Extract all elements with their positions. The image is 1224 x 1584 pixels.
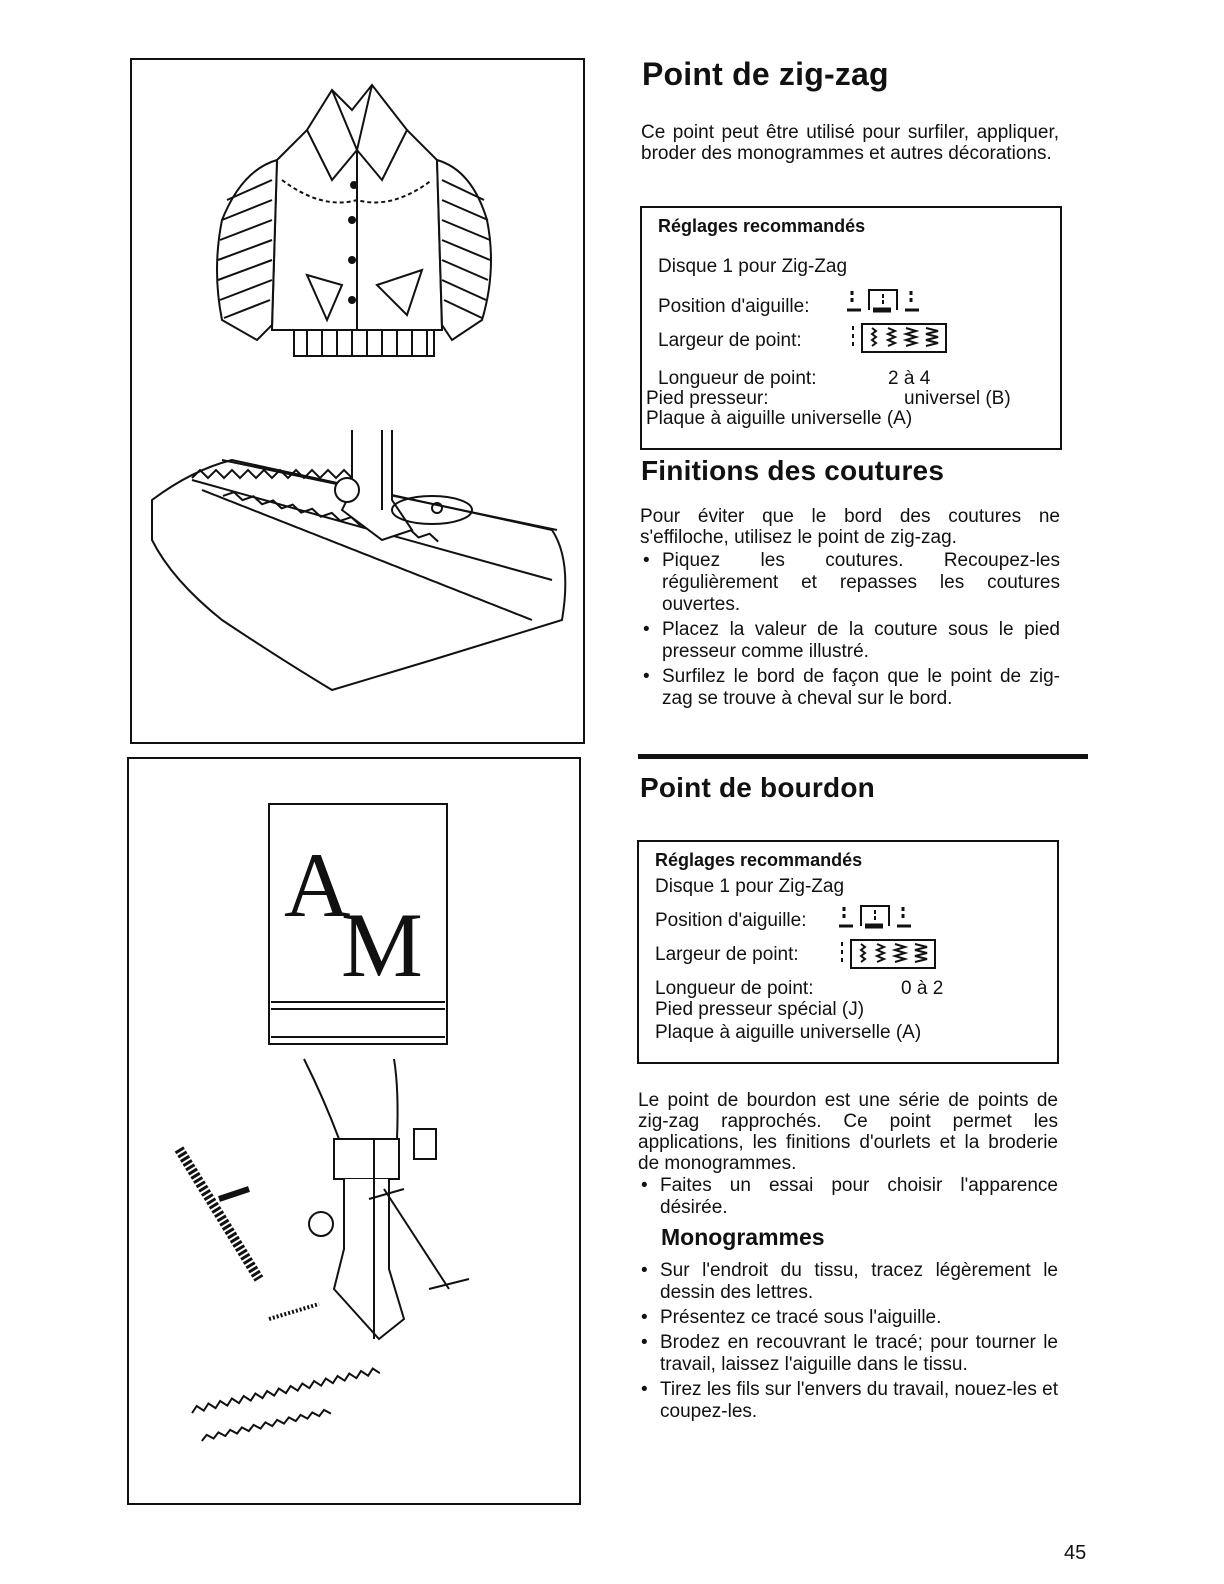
satin-intro: Le point de bourdon est une série de points de zig-zag rapprochés. Ce point permet les applications, les finitions d'ourlets et la broderie de monogrammes. — [638, 1090, 1058, 1174]
settings-presser-foot-label: Pied presseur: — [646, 388, 769, 409]
settings-stitch-width-label: Largeur de point: — [658, 330, 802, 351]
illustration-frame-bottom — [127, 757, 581, 1505]
settings-stitch-length-label: Longueur de point: — [655, 978, 814, 999]
list-item: • Brodez en recouvrant le tracé; pour tourner le travail, laissez l'aiguille dans le tissu. — [638, 1332, 1058, 1376]
seam-finishing-intro: Pour éviter que le bord des coutures ne s'effiloche, utilisez le point de zig-zag. — [640, 506, 1060, 548]
seam-finishing-list — [640, 550, 1060, 713]
settings-heading: Réglages recommandés — [655, 850, 863, 870]
settings-needle-plate: Plaque à aiguille universelle (A) — [655, 1022, 922, 1043]
satin-list — [638, 1175, 1058, 1222]
settings-stitch-length-value: 0 à 2 — [901, 978, 944, 999]
satin-settings-box — [637, 840, 1059, 1064]
section-divider — [638, 754, 1088, 759]
stitch-width-icon — [839, 938, 939, 970]
monogram-letter-m: M — [341, 894, 423, 996]
settings-heading: Réglages recommandés — [658, 216, 866, 236]
settings-disk: Disque 1 pour Zig-Zag — [655, 876, 845, 897]
settings-presser-foot: Pied presseur spécial (J) — [655, 999, 865, 1020]
list-item: • Piquez les coutures. Recoupez-les régulièrement et repasses les coutures ouvertes. — [640, 550, 1060, 616]
section-title-satin-stitch: Point de bourdon — [640, 772, 875, 803]
settings-stitch-length-label: Longueur de point: — [658, 368, 817, 389]
subheading-monograms: Monogrammes — [661, 1224, 825, 1250]
section-title-zigzag: Point de zig-zag — [642, 56, 889, 92]
settings-needle-plate: Plaque à aiguille universelle (A) — [646, 408, 913, 429]
stitch-width-icon — [850, 322, 950, 354]
section-title-seam-finishing: Finitions des coutures — [641, 455, 945, 486]
settings-disk: Disque 1 pour Zig-Zag — [658, 256, 848, 277]
settings-stitch-width-label: Largeur de point: — [655, 944, 799, 965]
monogram-list — [638, 1260, 1058, 1426]
list-item: • Faites un essai pour choisir l'apparence désirée. — [638, 1175, 1058, 1219]
jacket-illustration — [132, 60, 583, 742]
zigzag-intro: Ce point peut être utilisé pour surfiler, appliquer, broder des monogrammes et autres décorations. — [641, 122, 1059, 164]
settings-presser-foot-value: universel (B) — [904, 388, 1011, 409]
monogram-letter-a: A — [284, 834, 351, 936]
zigzag-settings-box — [640, 206, 1062, 450]
settings-needle-position-label: Position d'aiguille: — [655, 910, 807, 931]
list-item: • Placez la valeur de la couture sous le pied presseur comme illustré. — [640, 619, 1060, 663]
monogram-illustration — [129, 759, 579, 1503]
settings-stitch-length-value: 2 à 4 — [888, 368, 931, 389]
list-item: • Tirez les fils sur l'envers du travail, nouez-les et coupez-les. — [638, 1379, 1058, 1423]
list-item: • Surfilez le bord de façon que le point de zig-zag se trouve à cheval sur le bord. — [640, 666, 1060, 710]
needle-position-icon — [839, 902, 919, 932]
page-number: 45 — [1064, 1542, 1087, 1564]
settings-needle-position-label: Position d'aiguille: — [658, 296, 810, 317]
needle-position-icon — [847, 286, 927, 316]
list-item: • Sur l'endroit du tissu, tracez légèrement le dessin des lettres. — [638, 1260, 1058, 1304]
illustration-frame-top — [130, 58, 585, 744]
list-item: • Présentez ce tracé sous l'aiguille. — [638, 1307, 1058, 1329]
